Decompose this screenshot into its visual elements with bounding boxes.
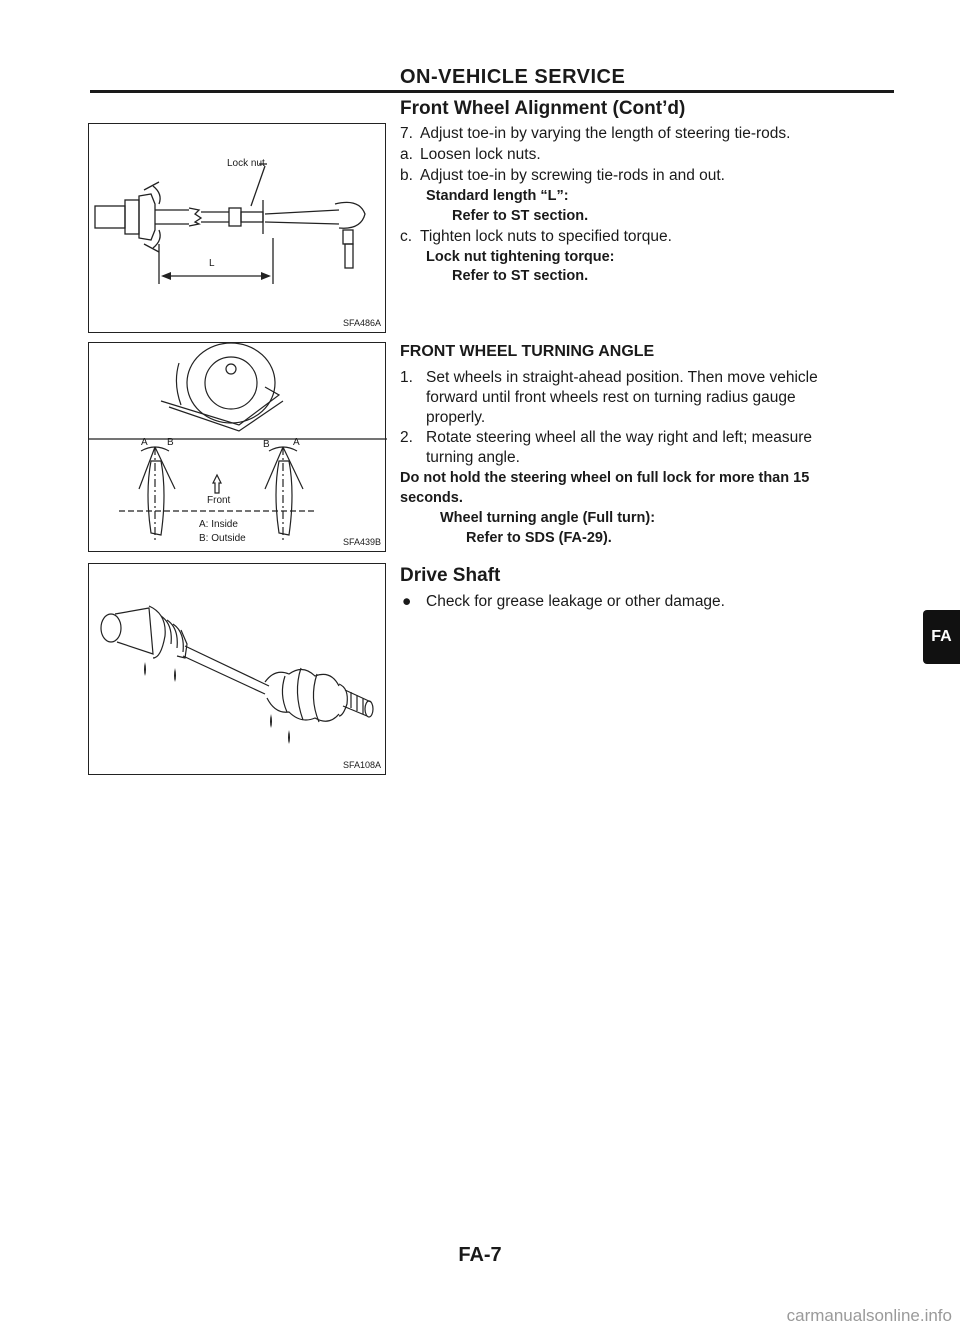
- label-inside: A: Inside: [199, 519, 238, 530]
- bullet-text: Check for grease leakage or other damage.: [426, 593, 725, 610]
- step-b: [400, 166, 900, 186]
- figure-code: SFA439B: [342, 537, 381, 547]
- figure-code: SFA108A: [342, 760, 381, 770]
- spec-standard-length-value: Refer to ST section.: [452, 208, 589, 224]
- label-outside: B: Outside: [199, 533, 246, 544]
- section-title-wheel-alignment: Front Wheel Alignment (Cont’d): [400, 98, 686, 119]
- step-2-line-1: Rotate steering wheel all the way right and left; measure: [426, 429, 812, 446]
- warning-line-2: seconds.: [400, 490, 463, 506]
- label-a-left: A: [141, 437, 148, 448]
- figure-tie-rod: [88, 123, 386, 333]
- section-tab-fa: FA: [923, 610, 960, 664]
- section-title-drive-shaft: Drive Shaft: [400, 565, 501, 586]
- spec-turning-angle-label: Wheel turning angle (Full turn):: [440, 510, 656, 526]
- step-text: Adjust toe-in by varying the length of steering tie-rods.: [420, 125, 791, 142]
- label-a-right: A: [293, 437, 300, 448]
- step-number: 7.: [400, 125, 413, 142]
- figure-drive-shaft: [88, 563, 386, 775]
- step-c: [400, 227, 900, 247]
- label-front: Front: [207, 495, 231, 506]
- watermark: carmanualsonline.info: [786, 1306, 952, 1325]
- step-2-number: 2.: [400, 429, 413, 446]
- spec-turning-angle-value: Refer to SDS (FA-29).: [466, 530, 612, 546]
- page-number: FA-7: [458, 1244, 502, 1266]
- step-number: b.: [400, 167, 413, 184]
- step-2-line-2: turning angle.: [426, 449, 520, 466]
- warning-line-1: Do not hold the steering wheel on full lock for more than 15: [400, 470, 810, 486]
- label-dimension-l: L: [209, 258, 215, 269]
- step-1-line-2: forward until front wheels rest on turning radius gauge: [426, 389, 796, 406]
- step-1-line-1: Set wheels in straight-ahead position. Then move vehicle: [426, 369, 818, 386]
- tie-rod-drawing: [89, 124, 387, 334]
- turning-angle-drawing: [89, 343, 387, 553]
- step-7: [400, 124, 900, 144]
- page-header-title: ON-VEHICLE SERVICE: [400, 66, 626, 88]
- header-rule: [90, 90, 894, 93]
- figure-code: SFA486A: [342, 318, 381, 328]
- label-b-right: B: [263, 439, 270, 450]
- section-title-turning-angle: FRONT WHEEL TURNING ANGLE: [400, 343, 655, 360]
- spec-torque-value: Refer to ST section.: [452, 268, 589, 284]
- bullet-icon: ●: [402, 593, 412, 610]
- label-lock-nut: Lock nut: [227, 158, 265, 169]
- spec-standard-length-label: Standard length “L”:: [426, 188, 569, 204]
- step-1-number: 1.: [400, 369, 413, 386]
- drive-shaft-drawing: [89, 564, 387, 776]
- spec-torque-label: Lock nut tightening torque:: [426, 249, 615, 265]
- step-text: Loosen lock nuts.: [420, 146, 541, 163]
- label-b-left: B: [167, 437, 174, 448]
- step-number: c.: [400, 228, 413, 245]
- step-1-line-3: properly.: [426, 409, 486, 426]
- step-text: Adjust toe-in by screwing tie-rods in and out.: [420, 167, 725, 184]
- step-number: a.: [400, 146, 413, 163]
- step-a: [400, 145, 900, 165]
- step-text: Tighten lock nuts to specified torque.: [420, 228, 672, 245]
- figure-turning-angle: [88, 342, 386, 552]
